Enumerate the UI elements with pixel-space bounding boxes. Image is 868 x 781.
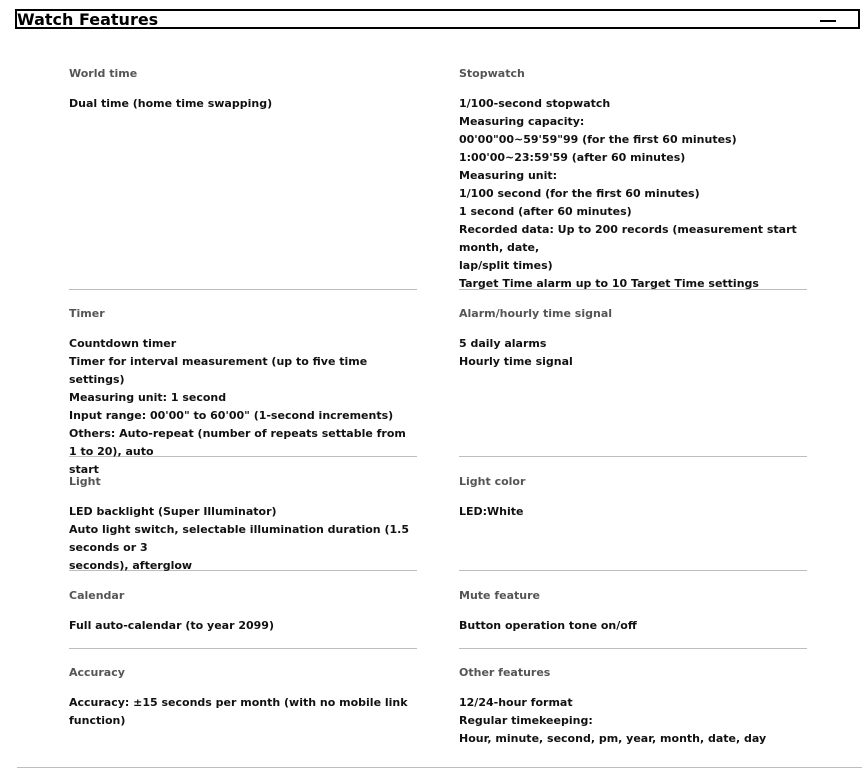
feature-mute	[459, 589, 807, 649]
features-title: Watch Features	[17, 10, 159, 29]
feature-line: Target Time alarm up to 10 Target Time settings	[459, 277, 759, 290]
feature-line: lap/split times)	[459, 259, 553, 272]
feature-heading: Timer	[69, 307, 105, 320]
feature-world-time	[69, 67, 417, 290]
feature-line: LED backlight (Super Illuminator)	[69, 505, 277, 518]
feature-other	[459, 666, 807, 756]
feature-heading: Other features	[459, 666, 551, 679]
feature-line: Full auto-calendar (to year 2099)	[69, 619, 274, 632]
feature-line: 1 second (after 60 minutes)	[459, 205, 632, 218]
feature-heading: Alarm/hourly time signal	[459, 307, 613, 320]
feature-line: start	[69, 463, 99, 476]
feature-details	[459, 503, 807, 521]
feature-line: 1/100-second stopwatch	[459, 97, 611, 110]
features-header[interactable]	[15, 9, 860, 29]
feature-line: 00'00"00~59'59"99 (for the first 60 minutes)	[459, 133, 737, 146]
feature-stopwatch	[459, 67, 807, 290]
feature-line: Auto light switch, selectable illumination duration (1.5 seconds or 3	[69, 523, 409, 554]
feature-heading: Light color	[459, 475, 526, 488]
feature-heading: World time	[69, 67, 138, 80]
feature-line: Dual time (home time swapping)	[69, 97, 273, 110]
feature-line: Measuring unit: 1 second	[69, 391, 227, 404]
feature-heading: Stopwatch	[459, 67, 525, 80]
feature-heading: Accuracy	[69, 666, 125, 679]
feature-details	[69, 503, 417, 575]
feature-line: Hourly time signal	[459, 355, 573, 368]
collapse-minus-icon[interactable]	[820, 14, 836, 26]
feature-details	[459, 335, 807, 371]
feature-line: Accuracy: ±15 seconds per month (with no mobile link function)	[69, 696, 408, 727]
feature-calendar	[69, 589, 417, 649]
feature-line: Countdown timer	[69, 337, 177, 350]
feature-line: 1:00'00~23:59'59 (after 60 minutes)	[459, 151, 686, 164]
feature-line: Others: Auto-repeat (number of repeats settable from 1 to 20), auto	[69, 427, 406, 458]
feature-line: Regular timekeeping:	[459, 714, 593, 727]
feature-details	[69, 694, 417, 730]
feature-line: Recorded data: Up to 200 records (measurement start month, date,	[459, 223, 797, 254]
feature-light	[69, 475, 417, 571]
feature-details	[459, 617, 807, 635]
feature-details	[69, 335, 417, 479]
feature-line: Hour, minute, second, pm, year, month, date, day	[459, 732, 767, 745]
feature-timer	[69, 307, 417, 476]
feature-line: LED:White	[459, 505, 524, 518]
feature-heading: Mute feature	[459, 589, 540, 602]
feature-line: seconds), afterglow	[69, 559, 193, 572]
feature-heading: Calendar	[69, 589, 125, 602]
feature-line: Measuring capacity:	[459, 115, 585, 128]
feature-details	[69, 617, 417, 635]
feature-line: 12/24-hour format	[459, 696, 573, 709]
feature-line: Input range: 00'00" to 60'00" (1-second increments)	[69, 409, 394, 422]
feature-heading: Light	[69, 475, 101, 488]
feature-line: 5 daily alarms	[459, 337, 547, 350]
feature-light-color	[459, 475, 807, 571]
feature-details	[459, 95, 807, 293]
bottom-divider	[17, 767, 862, 768]
feature-line: Button operation tone on/off	[459, 619, 637, 632]
feature-details	[69, 95, 417, 113]
feature-accuracy	[69, 666, 417, 726]
feature-line: Timer for interval measurement (up to five time settings)	[69, 355, 368, 386]
feature-alarm	[459, 307, 807, 457]
feature-details	[459, 694, 807, 748]
feature-line: Measuring unit:	[459, 169, 558, 182]
feature-line: 1/100 second (for the first 60 minutes)	[459, 187, 700, 200]
